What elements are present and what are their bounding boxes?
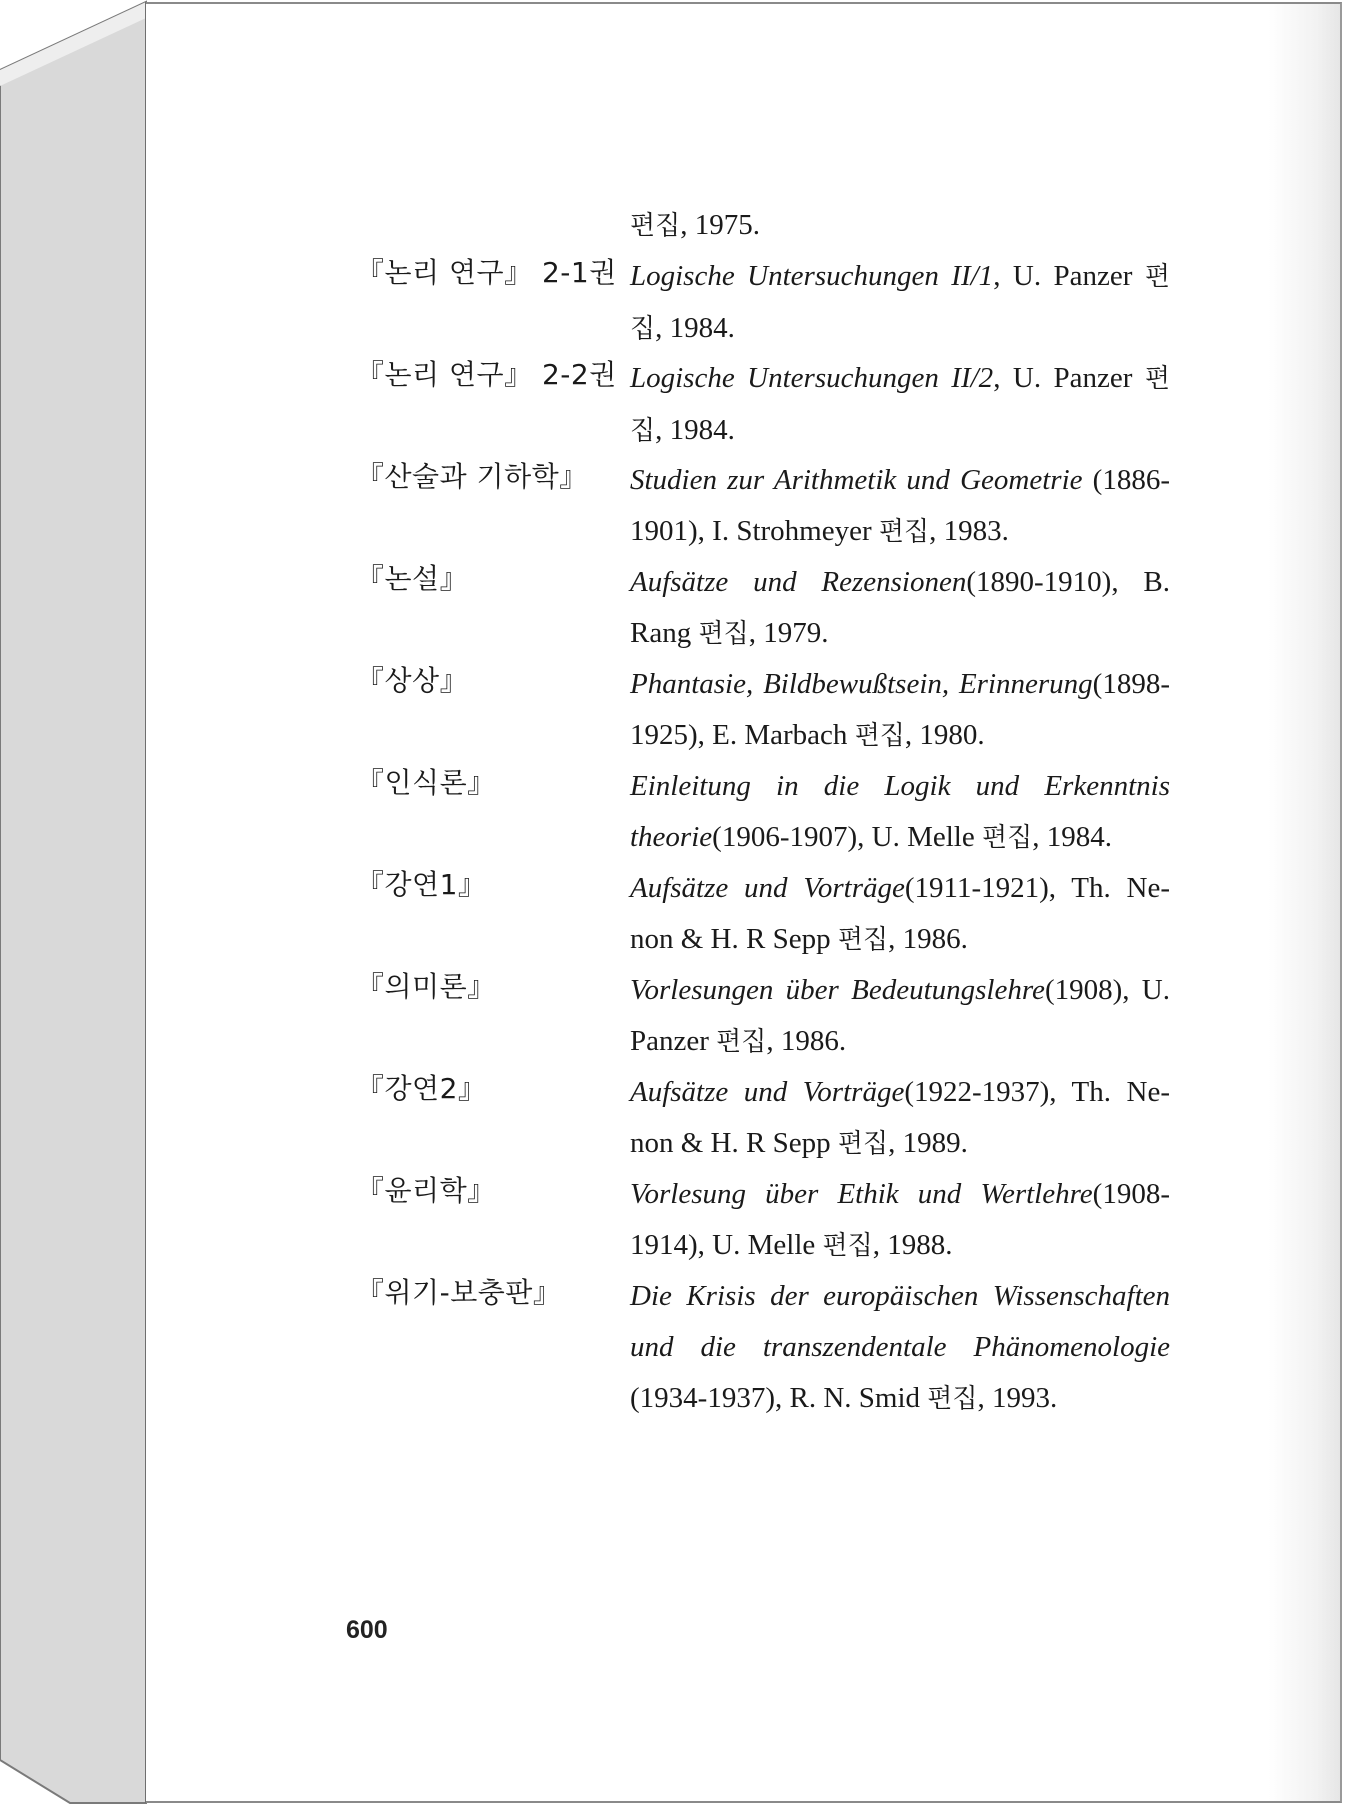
entry-continuation: 편집, 1975.: [630, 209, 760, 241]
entry-description: Vorlesung über Ethik und Wertlehre(1908-1914), U. Melle 편집, 1988.: [630, 1178, 1170, 1261]
entry-description: Logische Untersuchungen II/2, U. Panzer 편집, 1984.: [630, 362, 1171, 446]
list-item: [356, 1271, 1316, 1424]
entry-label: 『논설』: [356, 562, 469, 595]
page-number: 600: [346, 1616, 388, 1644]
entry-description: Aufsätze und Vorträge(1922-1937), Th. Ne-non & H. R Sepp 편집, 1989.: [630, 1076, 1170, 1159]
entry-label: 『논리 연구』 2-1권: [356, 256, 617, 289]
bibliography-list: [356, 200, 1316, 1424]
list-item: [356, 200, 1316, 251]
list-item: [356, 251, 1316, 353]
list-item: [356, 659, 1316, 761]
entry-label: 『논리 연구』 2-2권: [356, 358, 617, 391]
entry-description: Logische Untersuchungen II/1, U. Panzer 편집, 1984.: [630, 260, 1171, 344]
list-item: [356, 965, 1316, 1067]
entry-label: 『윤리학』: [356, 1174, 496, 1207]
entry-description: Phantasie, Bildbewußtsein, Erinnerung(1898-1925), E. Marbach 편집, 1980.: [630, 668, 1170, 751]
list-item: [356, 1067, 1316, 1169]
list-item: [356, 353, 1316, 455]
entry-description: Aufsätze und Rezensionen(1890-1910), B. Rang 편집, 1979.: [630, 566, 1170, 649]
book-page: [146, 2, 1342, 1803]
entry-description: Vorlesungen über Bedeutungslehre(1908), U. Panzer 편집, 1986.: [630, 974, 1170, 1057]
entry-description: Die Krisis der europäischen Wissenschaften und die transzendentale Phänomenologie (1934-1937), R. N. Smid 편집, 1993.: [630, 1280, 1170, 1414]
entry-description: Einleitung in die Logik und Erkenntnis theorie(1906-1907), U. Melle 편집, 1984.: [630, 770, 1170, 853]
list-item: [356, 863, 1316, 965]
entry-label: 『산술과 기하학』: [356, 460, 588, 493]
entry-description: Aufsätze und Vorträge(1911-1921), Th. Ne-non & H. R Sepp 편집, 1986.: [630, 872, 1170, 955]
list-item: [356, 557, 1316, 659]
entry-label: 『강연1』: [356, 868, 487, 901]
list-item: [356, 455, 1316, 557]
list-item: [356, 761, 1316, 863]
entry-description: Studien zur Arithmetik und Geometrie (1886-1901), I. Strohmeyer 편집, 1983.: [630, 464, 1170, 547]
entry-label: 『강연2』: [356, 1072, 487, 1105]
entry-label: 『상상』: [356, 664, 469, 697]
entry-label: 『의미론』: [356, 970, 496, 1003]
entry-label: 『인식론』: [356, 766, 496, 799]
entry-label: 『위기-보충판』: [356, 1276, 562, 1309]
list-item: [356, 1169, 1316, 1271]
